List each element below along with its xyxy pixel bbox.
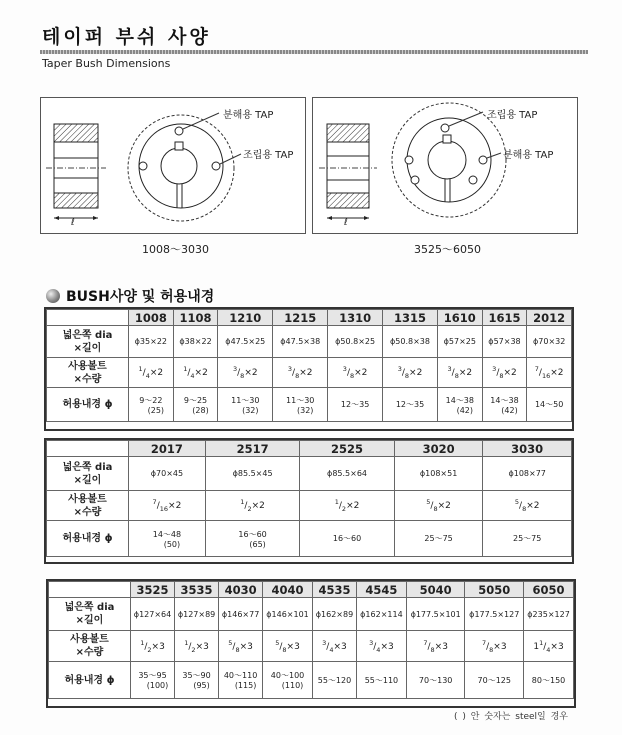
bolt-numerator: 1 xyxy=(138,365,143,374)
size-header: 4545 xyxy=(356,582,406,598)
bore-steel: (42) xyxy=(501,405,518,415)
bore-range: 70～130 xyxy=(418,675,453,685)
corner-cell xyxy=(49,582,131,598)
size-header: 1315 xyxy=(383,310,438,326)
bolt-qty: 3 xyxy=(203,641,209,652)
tap-label-right: 분해용 TAP xyxy=(503,150,554,161)
bolt-cell xyxy=(300,491,394,521)
bore-cell xyxy=(131,662,175,699)
bolt-qty: 2 xyxy=(157,368,164,379)
bore-range: 35～90 xyxy=(182,671,211,680)
dim-length-label: ℓ xyxy=(344,218,348,228)
dims-cell: ϕ127×64 xyxy=(131,598,175,631)
bolt-qty: 2 xyxy=(306,368,313,379)
bore-cell xyxy=(483,521,572,557)
size-header: 4030 xyxy=(219,582,263,598)
bolt-qty: 3 xyxy=(341,641,347,652)
bolt-denominator: 2 xyxy=(147,645,152,654)
bolt-denominator: 4 xyxy=(329,645,334,654)
bolt-denominator: 8 xyxy=(235,645,240,654)
spec-table-3 xyxy=(48,581,574,699)
size-header: 3030 xyxy=(483,441,572,457)
bolt-denominator: 16 xyxy=(159,504,169,513)
bolt-cell xyxy=(205,491,299,521)
size-header: 6050 xyxy=(524,582,574,598)
bore-range: 11～30 xyxy=(286,395,315,405)
bolt-numerator: 3 xyxy=(232,365,238,374)
bolt-denominator: 4 xyxy=(546,645,551,654)
bolt-qty: 3 xyxy=(557,641,564,652)
bolt-cell xyxy=(356,631,406,662)
section-title: BUSH사양 및 허용내경 xyxy=(66,289,215,305)
bore-range: 16～60 xyxy=(238,529,267,539)
bolt-cell xyxy=(437,358,482,388)
bolt-cell xyxy=(131,631,175,662)
bolt-numerator: 5 xyxy=(228,638,233,647)
bolt-numerator: 3 xyxy=(369,638,374,647)
tap-label-top: 분해용 TAP xyxy=(223,110,274,121)
bolt-cell xyxy=(524,631,574,662)
bolt-cell xyxy=(129,358,174,388)
row-label-dims xyxy=(49,598,131,631)
bush-drawing-large xyxy=(313,98,579,235)
bolt-numerator: 5 xyxy=(426,498,431,507)
bore-cell xyxy=(205,521,299,557)
size-header: 4040 xyxy=(263,582,313,598)
bolt-denominator: 8 xyxy=(240,371,245,380)
bore-range: 14～38 xyxy=(445,395,474,405)
bolt-fraction: $^3/_8\times 2$ xyxy=(232,365,258,380)
size-header: 1108 xyxy=(173,310,218,326)
bolt-cell xyxy=(173,358,218,388)
bolt-cell xyxy=(394,491,483,521)
bolt-qty: 2 xyxy=(533,501,540,512)
bolt-qty: 2 xyxy=(466,368,473,379)
bolt-cell xyxy=(406,631,465,662)
diagram-range-label: 3525～6050 xyxy=(414,243,481,256)
bolt-numerator: 1 xyxy=(240,498,245,507)
bolt-fraction: $^1/_2\times 3$ xyxy=(140,638,165,654)
bore-steel: (95) xyxy=(193,681,210,690)
size-header: 1210 xyxy=(218,310,273,326)
bore-range: 14～50 xyxy=(534,400,564,409)
bolt-qty: 3 xyxy=(247,641,253,652)
bolt-numerator: 7 xyxy=(152,498,157,507)
bolt-denominator: 4 xyxy=(145,371,150,380)
bore-range: 40～110 xyxy=(223,671,258,680)
bolt-numerator: 3 xyxy=(447,365,452,374)
dims-cell: ϕ146×77 xyxy=(219,598,263,631)
row-label-line: 넓은쪽 dia xyxy=(62,461,113,473)
size-header: 1310 xyxy=(328,310,383,326)
row-label-dims xyxy=(47,457,129,491)
size-header: 1610 xyxy=(437,310,482,326)
bullet-icon xyxy=(46,289,60,303)
bolt-fraction: $^5/_8\times 3$ xyxy=(275,638,300,654)
bolt-fraction: $^3/_8\times 2$ xyxy=(492,365,517,380)
row-label-bore: 허용내경 ϕ xyxy=(47,388,129,422)
section-heading xyxy=(46,286,214,306)
bolt-fraction: $^3/_8\times 2$ xyxy=(447,365,473,380)
bolt-cell xyxy=(383,358,438,388)
bore-cell xyxy=(356,662,406,699)
bore-cell xyxy=(465,662,524,699)
size-header: 4535 xyxy=(312,582,356,598)
bolt-denominator: 8 xyxy=(404,371,410,380)
bolt-numerator: 3 xyxy=(342,365,347,374)
bolt-qty: 2 xyxy=(353,501,360,512)
bolt-numerator: 1 xyxy=(140,638,145,647)
bolt-cell xyxy=(218,358,273,388)
bolt-fraction: $^7/_{16}\times 2$ xyxy=(534,365,564,380)
bolt-numerator: 3 xyxy=(397,365,402,374)
bore-steel: (50) xyxy=(163,539,181,549)
bore-cell xyxy=(263,662,313,699)
page-subtitle: Taper Bush Dimensions xyxy=(42,57,171,70)
dims-cell: ϕ35×22 xyxy=(129,326,174,358)
bolt-fraction: $^3/_8\times 2$ xyxy=(397,365,423,380)
row-label-line: 사용볼트 xyxy=(68,493,107,505)
bore-range: 55～110 xyxy=(364,675,399,685)
dims-cell: ϕ108×51 xyxy=(394,457,483,491)
size-header: 1615 xyxy=(482,310,527,326)
bore-range: 16～60 xyxy=(332,534,362,543)
dims-cell: ϕ162×89 xyxy=(312,598,356,631)
row-label-bolts xyxy=(47,491,129,521)
bolt-fraction: $^1/_2\times 3$ xyxy=(184,638,209,654)
spec-table-1 xyxy=(46,309,572,422)
bolt-denominator: 4 xyxy=(190,371,195,380)
bolt-denominator: 2 xyxy=(247,504,252,513)
row-label-line: 넓은쪽 dia xyxy=(62,329,113,341)
bolt-qty: 3 xyxy=(294,641,300,652)
bolt-fraction: $^3/_4\times 3$ xyxy=(322,638,347,654)
bore-range: 12～35 xyxy=(395,400,425,409)
bolt-fraction: $^1/_2\times 2$ xyxy=(334,498,360,513)
bolt-denominator: 8 xyxy=(282,645,287,654)
size-header: 5040 xyxy=(406,582,465,598)
row-label-bore: 허용내경 ϕ xyxy=(47,521,129,557)
bore-range: 70～125 xyxy=(477,675,511,685)
bolt-fraction: $^7/_{16}\times 2$ xyxy=(152,498,182,513)
bolt-qty: 2 xyxy=(251,368,258,379)
row-label-bolts xyxy=(49,631,131,662)
bore-cell xyxy=(300,521,394,557)
bolt-cell xyxy=(482,358,527,388)
bore-range: 14～48 xyxy=(152,529,182,539)
size-header: 3020 xyxy=(394,441,483,457)
dims-cell: ϕ177.5×101 xyxy=(406,598,465,631)
bolt-fraction: $^1/_4\times 2$ xyxy=(183,365,208,380)
size-header: 3525 xyxy=(131,582,175,598)
title-divider xyxy=(40,50,588,54)
dims-cell: ϕ57×38 xyxy=(482,326,527,358)
size-header: 1008 xyxy=(129,310,174,326)
bolt-denominator: 2 xyxy=(191,645,196,654)
dims-cell: ϕ50.8×38 xyxy=(383,326,438,358)
bolt-fraction: $^5/_8\times 2$ xyxy=(426,498,451,513)
bolt-cell xyxy=(263,631,313,662)
bolt-numerator: 7 xyxy=(534,365,539,374)
bolt-denominator: 4 xyxy=(376,645,381,654)
row-label-line: 사용볼트 xyxy=(70,634,109,645)
bolt-fraction: $^1/_2\times 2$ xyxy=(240,498,265,513)
bolt-fraction: $^3/_8\times 2$ xyxy=(342,365,368,380)
bore-steel: (115) xyxy=(234,681,257,690)
dims-cell: ϕ85.5×45 xyxy=(205,457,299,491)
dims-cell: ϕ108×77 xyxy=(483,457,572,491)
bolt-denominator: 8 xyxy=(489,645,494,654)
bolt-denominator: 2 xyxy=(341,504,347,513)
bolt-cell xyxy=(328,358,383,388)
row-label-dims xyxy=(47,326,129,358)
bolt-qty: 3 xyxy=(387,641,394,652)
bolt-qty: 2 xyxy=(445,501,451,512)
bore-range: 12～35 xyxy=(340,400,370,409)
bore-cell xyxy=(406,662,465,699)
bore-cell xyxy=(482,388,527,422)
bolt-numerator: 1 xyxy=(539,638,544,647)
bolt-cell xyxy=(312,631,356,662)
row-label-bolts xyxy=(47,358,129,388)
footnote: ( ) 안 숫자는 steel일 경우 xyxy=(454,712,568,722)
dims-cell: ϕ146×101 xyxy=(263,598,313,631)
bore-cell xyxy=(383,388,438,422)
bolt-fraction: $^3/_8\times 2$ xyxy=(287,365,313,380)
bolt-cell xyxy=(219,631,263,662)
bolt-qty: 3 xyxy=(500,641,507,652)
dims-cell: ϕ162×114 xyxy=(356,598,406,631)
row-label-line: ×길이 xyxy=(73,474,102,486)
bolt-fraction: $1^1/_4\times 3$ xyxy=(533,638,564,654)
bore-cell xyxy=(394,521,483,557)
row-label-line: ×길이 xyxy=(73,342,102,354)
bore-range: 25～75 xyxy=(424,534,453,543)
row-label-bore: 허용내경 ϕ xyxy=(49,662,131,699)
bolt-numerator: 3 xyxy=(492,365,497,374)
diagram-1008-3030 xyxy=(40,97,306,234)
page-title: 테이퍼 부쉬 사양 xyxy=(42,26,211,48)
row-label-line: ×수량 xyxy=(73,373,102,385)
bolt-qty: 2 xyxy=(175,501,182,512)
bolt-denominator: 8 xyxy=(454,371,459,380)
bore-steel: (42) xyxy=(456,405,474,415)
size-header: 5050 xyxy=(465,582,524,598)
bore-cell xyxy=(173,388,218,422)
bore-steel: (28) xyxy=(192,405,209,415)
bolt-denominator: 8 xyxy=(430,645,435,654)
dims-cell: ϕ70×45 xyxy=(129,457,206,491)
bolt-cell xyxy=(273,358,328,388)
bore-range: 25～75 xyxy=(513,534,542,543)
bolt-denominator: 8 xyxy=(499,371,504,380)
bore-range: 35～95 xyxy=(138,671,167,680)
bolt-numerator: 1 xyxy=(184,638,189,647)
bore-cell xyxy=(527,388,572,422)
bore-range: 9～25 xyxy=(183,395,208,405)
bolt-fraction: $^3/_4\times 3$ xyxy=(369,638,394,654)
bore-range: 80～150 xyxy=(531,675,566,685)
dims-cell: ϕ127×89 xyxy=(175,598,219,631)
bolt-cell xyxy=(527,358,572,388)
size-header: 1215 xyxy=(273,310,328,326)
tap-label-top: 조립용 TAP xyxy=(487,110,538,121)
bolt-cell xyxy=(129,491,206,521)
bolt-denominator: 16 xyxy=(541,371,551,380)
row-label-line: 사용볼트 xyxy=(68,360,107,372)
bolt-numerator: 3 xyxy=(287,365,293,374)
bolt-fraction: $^5/_8\times 2$ xyxy=(514,498,540,513)
bolt-qty: 3 xyxy=(442,641,448,652)
bore-cell xyxy=(219,662,263,699)
bolt-fraction: $^1/_4\times 2$ xyxy=(138,365,164,380)
bore-range: 14～38 xyxy=(490,395,519,405)
bolt-cell xyxy=(175,631,219,662)
dims-cell: ϕ177.5×127 xyxy=(465,598,524,631)
dims-cell: ϕ50.8×25 xyxy=(328,326,383,358)
diagram-3525-6050 xyxy=(312,97,578,234)
size-header: 2525 xyxy=(300,441,394,457)
bolt-qty: 2 xyxy=(202,368,208,379)
bore-steel: (65) xyxy=(249,539,266,549)
bolt-numerator: 5 xyxy=(514,498,520,507)
bore-cell xyxy=(129,388,174,422)
bolt-whole: 1 xyxy=(533,641,540,652)
bolt-numerator: 5 xyxy=(275,638,280,647)
bolt-fraction: $^5/_8\times 3$ xyxy=(228,638,253,654)
dims-cell: ϕ47.5×25 xyxy=(218,326,273,358)
bolt-qty: 2 xyxy=(361,368,368,379)
bore-cell xyxy=(437,388,482,422)
bore-steel: (32) xyxy=(242,405,259,415)
dims-cell: ϕ57×25 xyxy=(437,326,482,358)
bore-cell xyxy=(328,388,383,422)
size-header: 3535 xyxy=(175,582,219,598)
row-label-line: 넓은쪽 dia xyxy=(64,602,115,613)
bolt-numerator: 1 xyxy=(334,498,339,507)
dims-cell: ϕ70×32 xyxy=(527,326,572,358)
bore-range: 40～100 xyxy=(270,671,305,680)
row-label-line: ×수량 xyxy=(73,506,102,518)
corner-cell xyxy=(47,441,129,457)
bolt-denominator: 8 xyxy=(522,504,527,513)
size-header: 2012 xyxy=(527,310,572,326)
spec-table-2 xyxy=(46,440,572,557)
bolt-qty: 2 xyxy=(259,501,265,512)
bolt-denominator: 8 xyxy=(349,371,355,380)
dims-cell: ϕ85.5×64 xyxy=(300,457,394,491)
bolt-numerator: 3 xyxy=(322,638,327,647)
bore-cell xyxy=(524,662,574,699)
bore-cell xyxy=(312,662,356,699)
bore-cell xyxy=(273,388,328,422)
bore-range: 55～120 xyxy=(317,675,352,685)
bore-cell xyxy=(218,388,273,422)
dims-cell: ϕ47.5×38 xyxy=(273,326,328,358)
bore-steel: (32) xyxy=(296,405,314,415)
bolt-denominator: 8 xyxy=(295,371,300,380)
dims-cell: ϕ38×22 xyxy=(173,326,218,358)
diagram-range-label: 1008～3030 xyxy=(142,243,209,256)
bolt-numerator: 7 xyxy=(423,638,428,647)
bore-cell xyxy=(175,662,219,699)
row-label-line: ×수량 xyxy=(75,647,104,658)
dim-length-label: ℓ xyxy=(71,218,75,228)
bore-steel: (110) xyxy=(281,681,304,690)
bore-cell xyxy=(129,521,206,557)
tap-label-right: 조립용 TAP xyxy=(243,150,294,161)
bolt-denominator: 8 xyxy=(433,504,438,513)
bolt-numerator: 7 xyxy=(481,638,487,647)
size-header: 2017 xyxy=(129,441,206,457)
bolt-qty: 2 xyxy=(416,368,423,379)
dims-cell: ϕ235×127 xyxy=(524,598,574,631)
bolt-cell xyxy=(465,631,524,662)
bolt-cell xyxy=(483,491,572,521)
bolt-qty: 2 xyxy=(511,368,517,379)
bolt-fraction: $^7/_8\times 3$ xyxy=(481,638,507,654)
bore-steel: (25) xyxy=(147,405,165,415)
bolt-numerator: 1 xyxy=(183,365,188,374)
bolt-qty: 2 xyxy=(557,368,564,379)
bolt-fraction: $^7/_8\times 3$ xyxy=(423,638,448,654)
row-label-line: ×길이 xyxy=(75,615,104,626)
size-header: 2517 xyxy=(205,441,299,457)
bore-range: 9～22 xyxy=(139,395,163,405)
corner-cell xyxy=(47,310,129,326)
bore-steel: (100) xyxy=(146,681,169,690)
bore-range: 11～30 xyxy=(231,395,260,405)
bolt-qty: 3 xyxy=(159,641,165,652)
